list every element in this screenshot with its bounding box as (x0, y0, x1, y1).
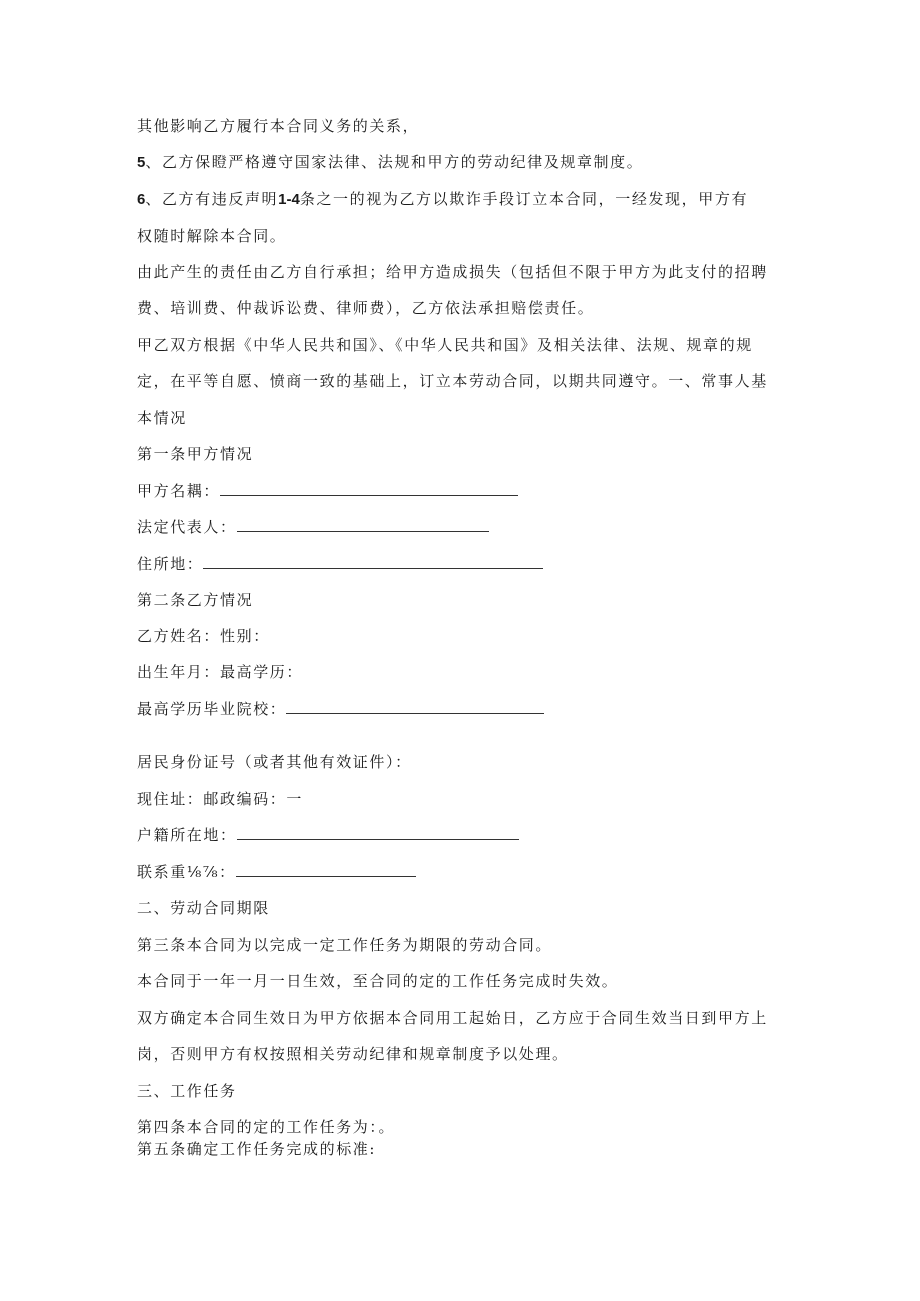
text-line: 定，在平等自愿、愤商一致的基础上，订立本劳动合同，以期共同遵守。一、常事人基 (137, 372, 768, 390)
clause-number: 5 (137, 154, 146, 171)
blank-line[interactable] (286, 699, 544, 714)
clause-range: 1-4 (278, 191, 300, 208)
blank-line[interactable] (203, 554, 543, 569)
clause-number: 6 (137, 191, 146, 208)
text-line: 甲乙双方根据《中华人民共和国》、《中华人民共和国》及相关法律、法规、规章的规 (137, 336, 753, 354)
blank-line[interactable] (237, 517, 489, 532)
text-line: 费、培训费、仲裁诉讼费、律师费），乙方依法承担赔偿责任。 (137, 299, 595, 317)
text-line: 权随时解除本合同。 (137, 227, 287, 245)
text-line: 其他影响乙方履行本合同义务的关系， (137, 117, 420, 135)
household-register-field: 户籍所在地： (137, 825, 519, 845)
section-heading: 二、劳动合同期限 (137, 899, 270, 917)
party-a-name-field: 甲方名耦： (137, 481, 518, 501)
section-heading: 三、工作任务 (137, 1082, 237, 1100)
text-line: 本合同于一年一月一日生效，至合同的定的工作任务完成时失效。 (137, 972, 619, 990)
clause-6: 6、乙方有违反声明1-4条之一的视为乙方以欺诈手段订立本合同，一经发现，甲方有 (137, 190, 749, 208)
text-line: 岗，否则甲方有权按照相关劳动纪律和规章制度予以处理。 (137, 1045, 569, 1063)
text-line: 第五条确定工作任务完成的标准: (137, 1140, 377, 1158)
domicile-field: 住所地： (137, 554, 543, 574)
birth-education-field: 出生年月：最高学历： (137, 663, 304, 681)
section-heading: 第二条乙方情况 (137, 591, 254, 609)
text-line: 第四条本合同的定的工作任务为：。 (137, 1118, 396, 1136)
contact-phone-field: 联系重⅛⅞： (137, 862, 416, 882)
text-line: 第三条本合同为以完成一定工作任务为期限的劳动合同。 (137, 936, 553, 954)
text-line: 本情况 (137, 409, 187, 427)
text-line: 双方确定本合同生效日为甲方依据本合同用工起始日，乙方应于合同生效当日到甲方上 (137, 1009, 768, 1027)
blank-line[interactable] (236, 862, 416, 877)
name-gender-field: 乙方姓名：性别： (137, 627, 270, 645)
text-line: 由此产生的责任由乙方自行承担；给甲方造成损失（包括但不限于甲方为此支付的招聘 (137, 263, 768, 281)
section-heading: 第一条甲方情况 (137, 445, 254, 463)
id-number-field: 居民身份证号（或者其他有效证件）： (137, 753, 412, 771)
graduate-school-field: 最高学历毕业院校： (137, 699, 544, 719)
legal-representative-field: 法定代表人： (137, 517, 489, 537)
clause-5: 5、乙方保瞪严格遵守国家法律、法规和甲方的劳动纪律及规章制度。 (137, 153, 644, 171)
address-postcode-field: 现住址：邮政编码：一 (137, 790, 304, 808)
blank-line[interactable] (237, 825, 519, 840)
blank-line[interactable] (220, 481, 518, 496)
